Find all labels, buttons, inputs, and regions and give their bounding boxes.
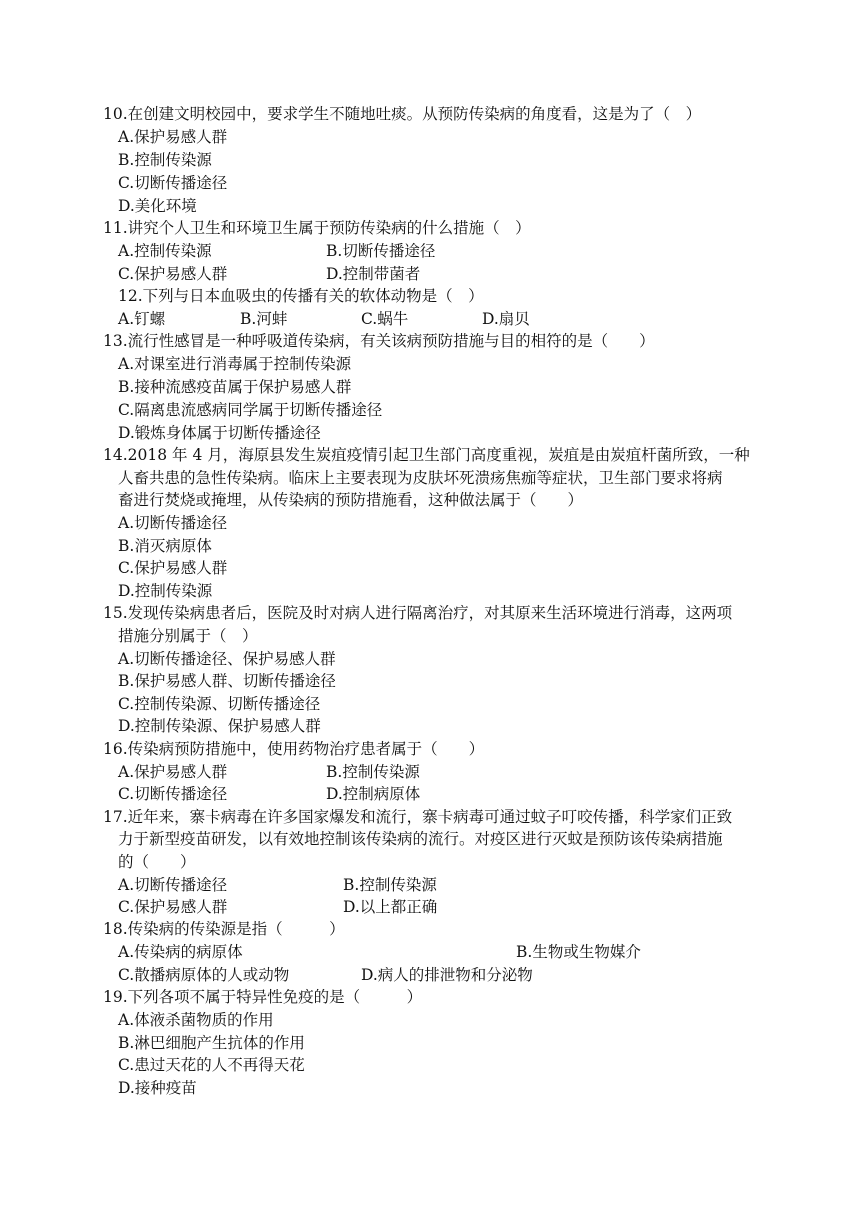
- q13-option-a: A.对课室进行消毒属于控制传染源: [118, 355, 352, 373]
- q17-option-d: D.以上都正确: [343, 898, 438, 916]
- question-11-stem: 11.讲究个人卫生和环境卫生属于预防传染病的什么措施（ ）: [103, 219, 531, 237]
- q13-option-d: D.锻炼身体属于切断传播途径: [118, 424, 321, 442]
- q17-option-b: B.控制传染源: [343, 876, 437, 894]
- question-10-stem: 10.在创建文明校园中，要求学生不随地吐痰。从预防传染病的角度看，这是为了（ ）: [103, 105, 702, 123]
- question-16-stem: 16.传染病预防措施中，使用药物治疗患者属于（ ）: [103, 740, 485, 758]
- q19-option-c: C.患过天花的人不再得天花: [118, 1056, 305, 1074]
- q10-option-c: C.切断传播途径: [118, 174, 228, 192]
- question-17-stem-line-3: 的（ ）: [118, 853, 196, 871]
- question-12-stem: 12.下列与日本血吸虫的传播有关的软体动物是（ ）: [118, 287, 484, 305]
- q16-option-d: D.控制病原体: [326, 785, 421, 803]
- q12-option-b: B.河蚌: [240, 310, 288, 328]
- q15-option-a: A.切断传播途径、保护易感人群: [118, 650, 336, 668]
- q19-option-a: A.体液杀菌物质的作用: [118, 1011, 274, 1029]
- q10-option-b: B.控制传染源: [118, 151, 212, 169]
- q11-option-b: B.切断传播途径: [326, 242, 436, 260]
- q11-option-d: D.控制带菌者: [326, 265, 421, 283]
- question-14-stem-line-3: 畜进行焚烧或掩埋，从传染病的预防措施看，这种做法属于（ ）: [118, 491, 584, 509]
- q10-option-d: D.美化环境: [118, 197, 197, 215]
- q14-option-d: D.控制传染源: [118, 582, 213, 600]
- q15-option-d: D.控制传染源、保护易感人群: [118, 717, 321, 735]
- q16-option-b: B.控制传染源: [326, 763, 420, 781]
- q13-option-b: B.接种流感疫苗属于保护易感人群: [118, 378, 352, 396]
- q12-option-c: C.蜗牛: [361, 310, 409, 328]
- q14-option-a: A.切断传播途径: [118, 514, 228, 532]
- q10-option-a: A.保护易感人群: [118, 128, 228, 146]
- q14-option-c: C.保护易感人群: [118, 559, 228, 577]
- question-14-stem-line-1: 14.2018 年 4 月，海原县发生炭疽疫情引起卫生部门高度重视，炭疽是由炭疽杆菌所致，一种: [103, 446, 750, 464]
- q16-option-a: A.保护易感人群: [118, 763, 228, 781]
- question-15-stem-line-1: 15.发现传染病患者后，医院及时对病人进行隔离治疗，对其原来生活环境进行消毒，这两项: [103, 604, 733, 622]
- q19-option-b: B.淋巴细胞产生抗体的作用: [118, 1034, 305, 1052]
- q16-option-c: C.切断传播途径: [118, 785, 228, 803]
- q15-option-c: C.控制传染源、切断传播途径: [118, 695, 321, 713]
- q11-option-a: A.控制传染源: [118, 242, 212, 260]
- q14-option-b: B.消灭病原体: [118, 537, 212, 555]
- question-17-stem-line-2: 力于新型疫苗研发，以有效地控制该传染病的流行。对疫区进行灭蚊是预防该传染病措施: [118, 830, 723, 848]
- question-13-stem: 13.流行性感冒是一种呼吸道传染病，有关该病预防措施与目的相符的是（ ）: [103, 332, 655, 350]
- q17-option-a: A.切断传播途径: [118, 876, 228, 894]
- q18-option-b: B.生物或生物媒介: [516, 943, 641, 961]
- q17-option-c: C.保护易感人群: [118, 898, 228, 916]
- question-15-stem-line-2: 措施分别属于（ ）: [118, 627, 258, 645]
- q13-option-c: C.隔离患流感病同学属于切断传播途径: [118, 401, 383, 419]
- q11-option-c: C.保护易感人群: [118, 265, 228, 283]
- question-19-stem: 19.下列各项不属于特异性免疫的是（ ）: [103, 988, 423, 1006]
- q15-option-b: B.保护易感人群、切断传播途径: [118, 672, 336, 690]
- question-17-stem-line-1: 17.近年来，寨卡病毒在许多国家爆发和流行，寨卡病毒可通过蚊子叮咬传播，科学家们正致: [103, 808, 733, 826]
- q19-option-d: D.接种疫苗: [118, 1079, 197, 1097]
- q18-option-a: A.传染病的病原体: [118, 943, 243, 961]
- q12-option-a: A.钉螺: [118, 310, 166, 328]
- q18-option-d: D.病人的排泄物和分泌物: [361, 966, 533, 984]
- question-14-stem-line-2: 人畜共患的急性传染病。临床上主要表现为皮肤坏死溃疡焦痂等症状，卫生部门要求将病: [118, 469, 723, 487]
- question-18-stem: 18.传染病的传染源是指（ ）: [103, 920, 345, 938]
- q18-option-c: C.散播病原体的人或动物: [118, 966, 290, 984]
- q12-option-d: D.扇贝: [482, 310, 530, 328]
